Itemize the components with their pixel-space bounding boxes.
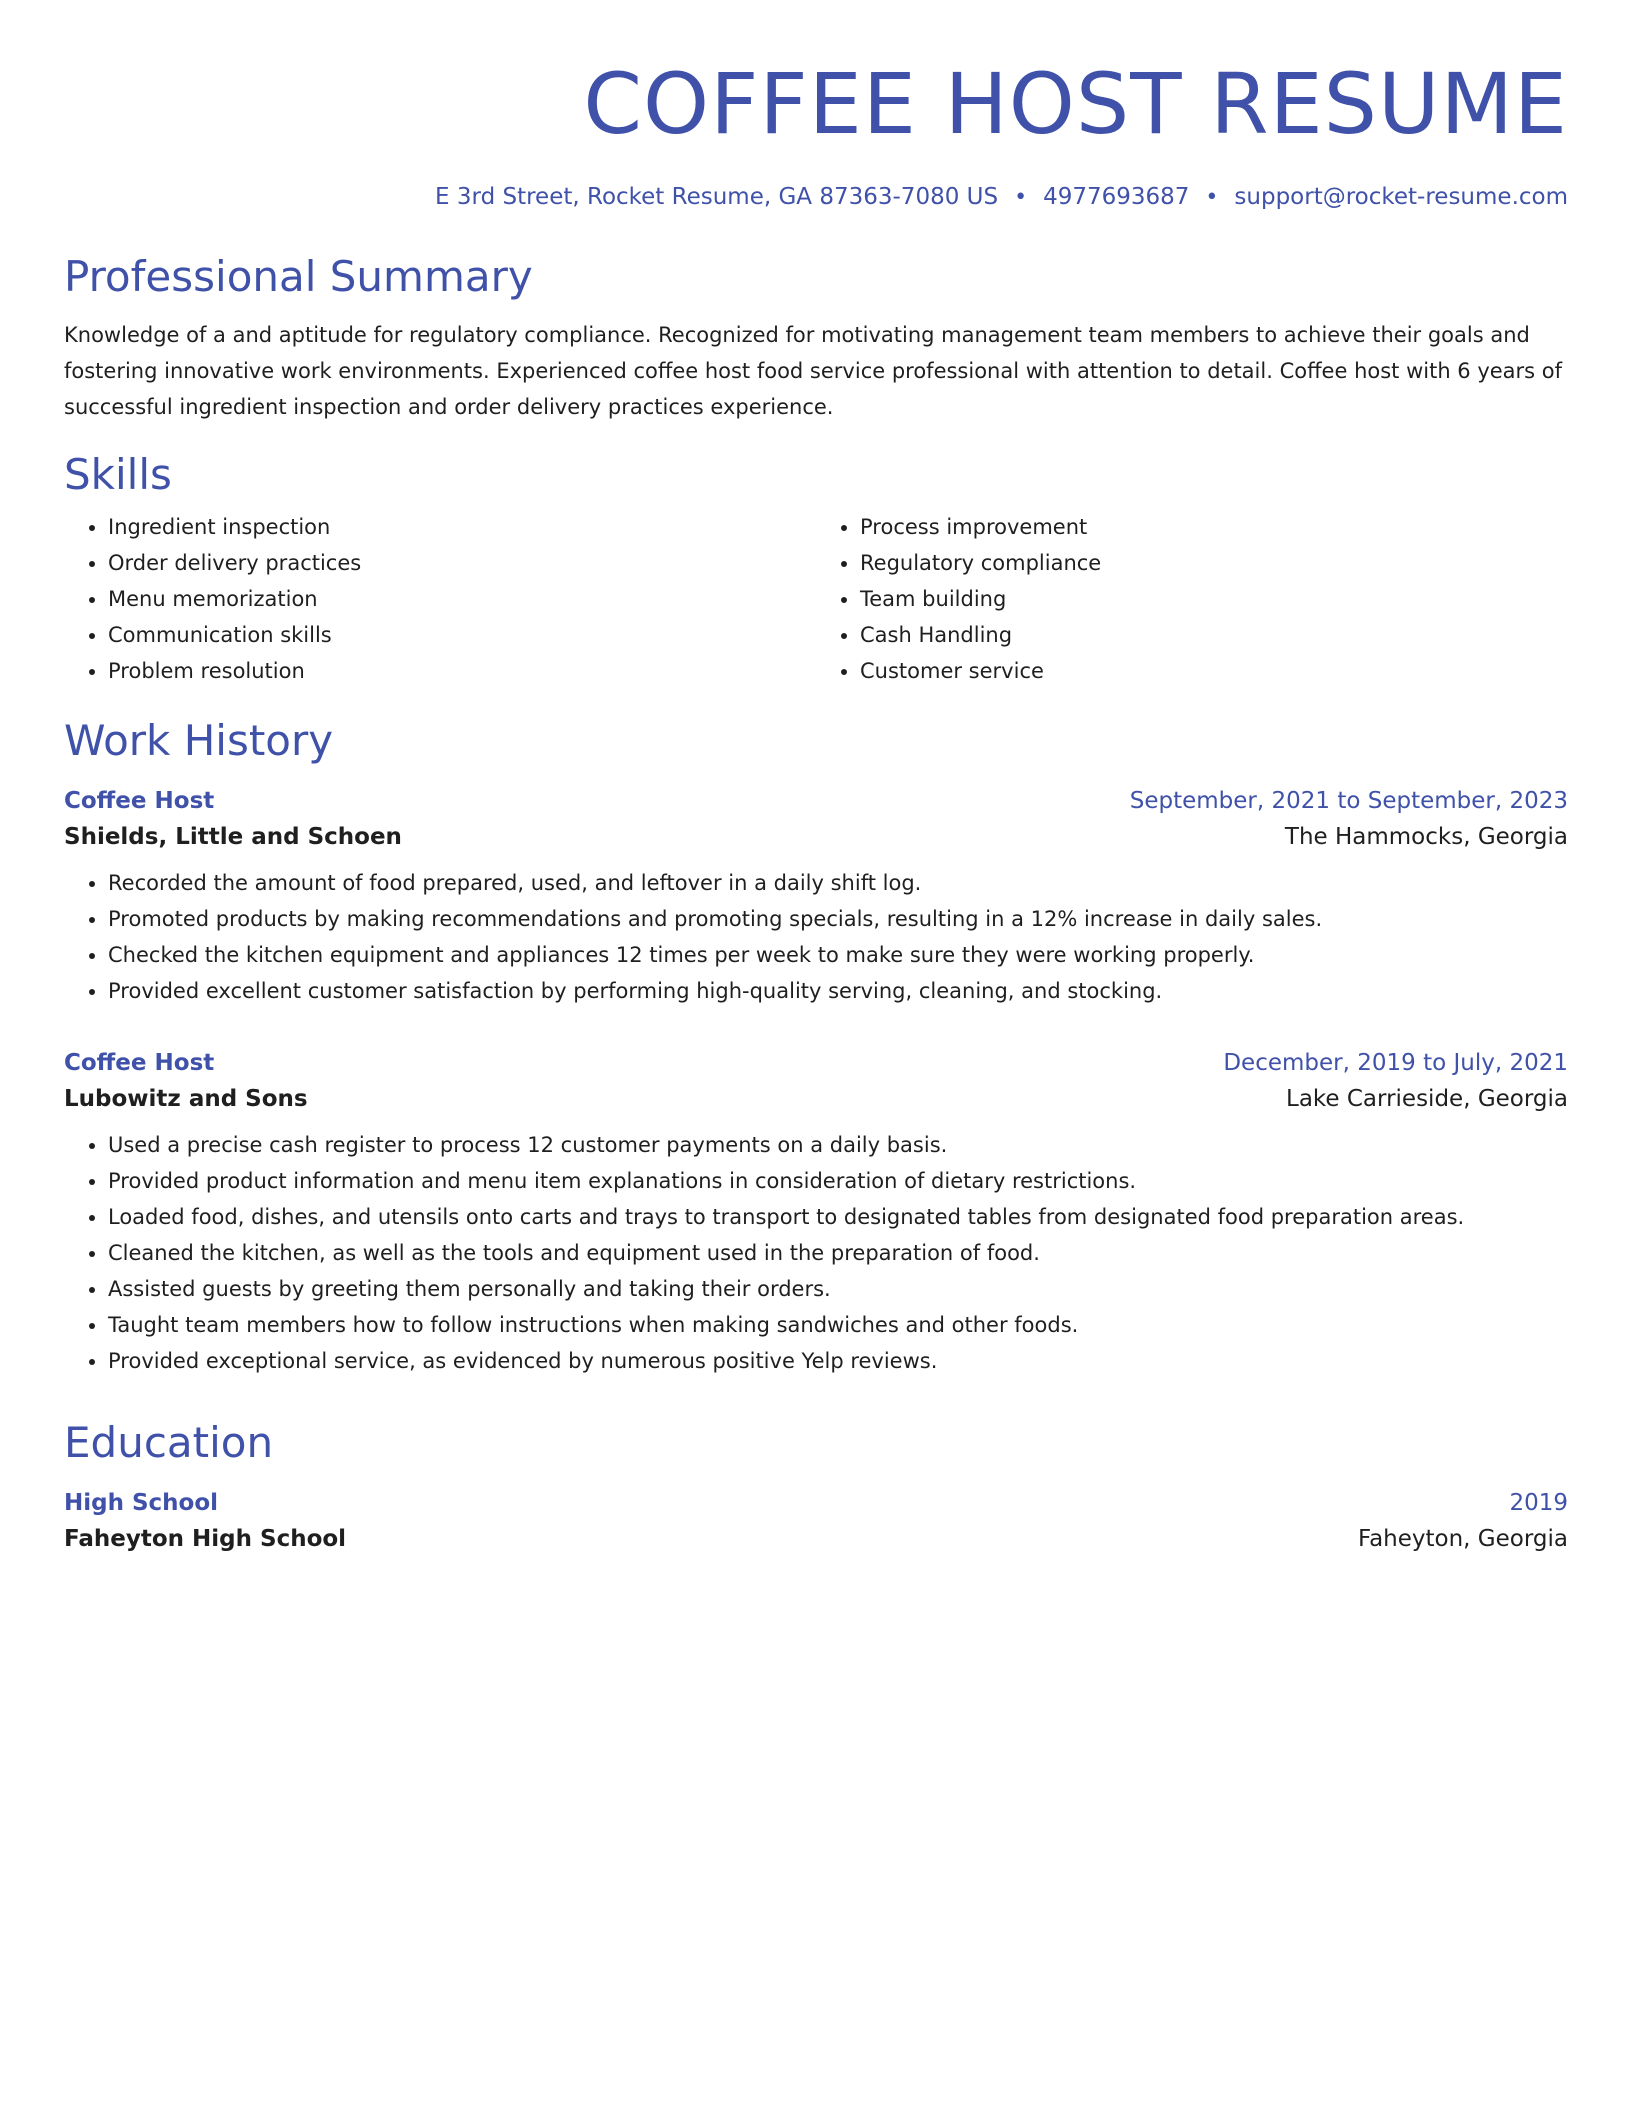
job-bullet: • Provided product information and menu item explanations in consideration of dietary restrictions. xyxy=(108,1163,1568,1199)
job-dates: December, 2019 to July, 2021 xyxy=(1223,1050,1568,1076)
skill-item: • Regulatory compliance xyxy=(860,545,1568,581)
contact-phone: 4977693687 xyxy=(1043,184,1190,210)
resume-title: COFFEE HOST RESUME xyxy=(583,55,1568,153)
skills-list-left xyxy=(64,509,816,689)
job-location: The Hammocks, Georgia xyxy=(1284,824,1568,850)
education-header-row xyxy=(64,1485,1568,1521)
skill-item: • Customer service xyxy=(860,653,1568,689)
contact-separator: • xyxy=(1014,185,1028,210)
job-bullet: • Promoted products by making recommendations and promoting specials, resulting in a 12% increase in daily sales. xyxy=(108,901,1568,937)
job-bullet: • Recorded the amount of food prepared, used, and leftover in a daily shift log. xyxy=(108,865,1568,901)
job-company: Lubowitz and Sons xyxy=(64,1086,308,1112)
skill-item: • Order delivery practices xyxy=(108,545,816,581)
education-heading: Education xyxy=(64,1418,274,1467)
skills-list-right xyxy=(816,509,1568,689)
job-dates: September, 2021 to September, 2023 xyxy=(1129,788,1568,814)
skill-item: • Ingredient inspection xyxy=(108,509,816,545)
job-bullet: • Cleaned the kitchen, as well as the tools and equipment used in the preparation of food. xyxy=(108,1235,1568,1271)
contact-line xyxy=(64,182,1568,213)
skill-item: • Menu memorization xyxy=(108,581,816,617)
contact-separator: • xyxy=(1205,185,1219,210)
skill-item: • Process improvement xyxy=(860,509,1568,545)
job-header-row xyxy=(64,1045,1568,1081)
job-bullet: • Taught team members how to follow instructions when making sandwiches and other foods. xyxy=(108,1307,1568,1343)
skills-heading: Skills xyxy=(64,450,172,499)
job-header-row xyxy=(64,783,1568,819)
skill-item: • Communication skills xyxy=(108,617,816,653)
job-bullet: • Assisted guests by greeting them personally and taking their orders. xyxy=(108,1271,1568,1307)
job-title: Coffee Host xyxy=(64,788,215,814)
contact-email: support@rocket-resume.com xyxy=(1234,184,1568,210)
job-bullet: • Used a precise cash register to process 12 customer payments on a daily basis. xyxy=(108,1127,1568,1163)
job-company: Shields, Little and Schoen xyxy=(64,824,402,850)
job-entry xyxy=(64,783,1568,1009)
job-location: Lake Carrieside, Georgia xyxy=(1286,1086,1568,1112)
education-school-row xyxy=(64,1521,1568,1557)
education-location: Faheyton, Georgia xyxy=(1357,1526,1568,1552)
job-company-row xyxy=(64,819,1568,855)
contact-address: E 3rd Street, Rocket Resume, GA 87363-7080 US xyxy=(435,184,999,210)
job-bullet: • Provided exceptional service, as evidenced by numerous positive Yelp reviews. xyxy=(108,1343,1568,1379)
education-entry xyxy=(64,1485,1568,1557)
job-title: Coffee Host xyxy=(64,1050,215,1076)
job-bullets xyxy=(64,1127,1568,1379)
summary-text: Knowledge of a and aptitude for regulatory compliance. Recognized for motivating management team members to achieve their goals and fostering innovative work environments. Experienced coffee host food service professional with attention to detail. Coffee host with 6 years of successful ingredient inspection and order delivery practices experience. xyxy=(64,323,1563,419)
skill-item: • Cash Handling xyxy=(860,617,1568,653)
job-entry xyxy=(64,1045,1568,1379)
job-company-row xyxy=(64,1081,1568,1117)
job-bullet: • Loaded food, dishes, and utensils onto carts and trays to transport to designated tables from designated food preparation areas. xyxy=(108,1199,1568,1235)
work-history-heading: Work History xyxy=(64,716,334,765)
job-bullets xyxy=(64,865,1568,1009)
job-bullet: • Checked the kitchen equipment and appliances 12 times per week to make sure they were working properly. xyxy=(108,937,1568,973)
education-degree: High School xyxy=(64,1490,219,1516)
education-school: Faheyton High School xyxy=(64,1526,347,1552)
skills-grid xyxy=(64,509,1568,689)
skill-item: • Problem resolution xyxy=(108,653,816,689)
summary-heading: Professional Summary xyxy=(64,252,533,301)
education-year: 2019 xyxy=(1509,1490,1568,1516)
job-bullet: • Provided excellent customer satisfaction by performing high-quality serving, cleaning, and stocking. xyxy=(108,973,1568,1009)
skill-item: • Team building xyxy=(860,581,1568,617)
